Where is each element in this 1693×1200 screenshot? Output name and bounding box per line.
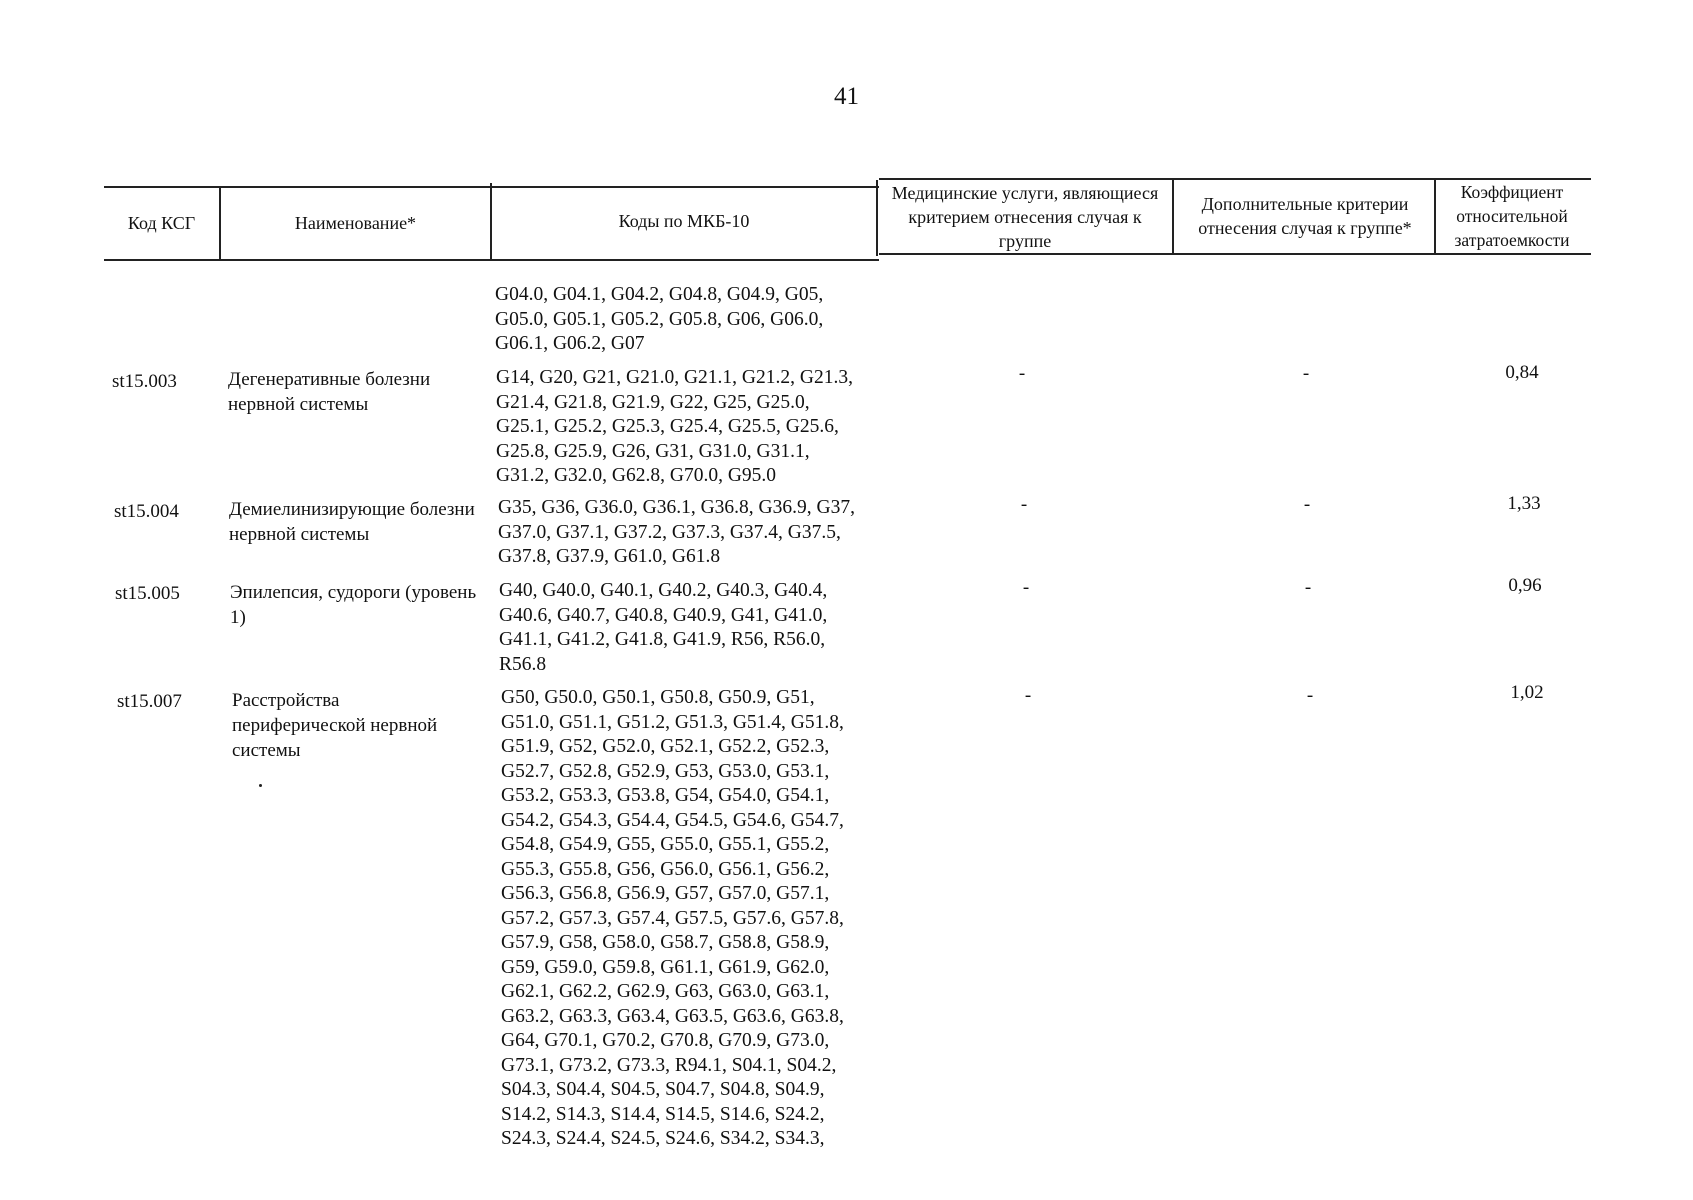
row-2-services: - (1020, 494, 1028, 515)
header-criteria: Дополнительные критерии отнесения случая к группе* (1198, 194, 1412, 238)
row-1-kod: st15.003 (112, 371, 177, 392)
code-line: G21.4, G21.8, G21.9, G22, G25, G25.0, (496, 391, 810, 413)
row-3-kod: st15.005 (115, 583, 180, 604)
header-divider-5 (1434, 178, 1436, 254)
code-line: G51.0, G51.1, G51.2, G51.3, G51.4, G51.8, (501, 711, 844, 733)
row-3-criteria: - (1304, 577, 1312, 598)
code-line: G54.2, G54.3, G54.4, G54.5, G54.6, G54.7, (501, 809, 844, 831)
code-line: G59, G59.0, G59.8, G61.1, G61.9, G62.0, (501, 956, 830, 978)
code-line: S24.3, S24.4, S24.5, S24.6, S34.2, S34.3, (501, 1128, 825, 1149)
code-line: G05.0, G05.1, G05.2, G05.8, G06, G06.0, (495, 308, 824, 330)
code-line: G50, G50.0, G50.1, G50.8, G50.9, G51, (501, 687, 815, 708)
code-line: G56.3, G56.8, G56.9, G57, G57.0, G57.1, (501, 883, 830, 904)
row-4-kod: st15.007 (117, 691, 182, 712)
header-coef: Коэффициент относительной затратоемкости (1454, 182, 1570, 250)
code-line: R56.8 (499, 653, 547, 675)
stray-mark (259, 784, 262, 787)
row-1-criteria: - (1302, 363, 1310, 384)
header-divider-3 (876, 180, 878, 256)
row-1-coef: 0,84 (1505, 362, 1539, 383)
code-line: G25.1, G25.2, G25.3, G25.4, G25.5, G25.6, (496, 416, 839, 437)
code-line: G57.9, G58, G58.0, G58.7, G58.8, G58.9, (501, 932, 830, 953)
code-line: S04.3, S04.4, S04.5, S04.7, S04.8, S04.9, (501, 1079, 825, 1100)
code-line: G37.0, G37.1, G37.2, G37.3, G37.4, G37.5, (498, 521, 841, 543)
row-4-name: Расстройства периферической нервной системы (232, 690, 438, 761)
row-4-services: - (1024, 685, 1032, 706)
code-line: G63.2, G63.3, G63.4, G63.5, G63.6, G63.8, (501, 1005, 844, 1027)
row-2-kod: st15.004 (114, 501, 179, 522)
header-divider-4 (1172, 178, 1174, 255)
code-line: G31.2, G32.0, G62.8, G70.0, G95.0 (496, 465, 777, 486)
code-line: G57.2, G57.3, G57.4, G57.5, G57.6, G57.8, (501, 907, 844, 929)
row-4-codes (501, 686, 901, 1152)
row-2-codes (498, 496, 898, 570)
code-line: G51.9, G52, G52.0, G52.1, G52.2, G52.3, (501, 736, 830, 757)
page-number: 41 (834, 83, 859, 110)
row-2-name: Демиелинизирующие болезни нервной системы (229, 499, 475, 545)
row-1-codes (496, 366, 896, 489)
code-line: G37.8, G37.9, G61.0, G61.8 (498, 546, 721, 567)
row-2-criteria: - (1303, 494, 1311, 515)
code-line: G64, G70.1, G70.2, G70.8, G70.9, G73.0, (501, 1030, 830, 1051)
row-3-codes (499, 579, 899, 677)
code-line: G52.7, G52.8, G52.9, G53, G53.0, G53.1, (501, 760, 830, 782)
row-4-criteria: - (1306, 685, 1314, 706)
code-line: G54.8, G54.9, G55, G55.0, G55.1, G55.2, (501, 834, 830, 855)
row-3-coef: 0,96 (1508, 575, 1542, 596)
code-line: G73.1, G73.2, G73.3, R94.1, S04.1, S04.2, (501, 1054, 837, 1076)
header-codes: Коды по МКБ-10 (618, 211, 750, 231)
code-line: G55.3, G55.8, G56, G56.0, G56.1, G56.2, (501, 858, 830, 880)
code-line: G25.8, G25.9, G26, G31, G31.0, G31.1, (496, 440, 810, 462)
code-line: G04.0, G04.1, G04.2, G04.8, G04.9, G05, (495, 284, 824, 305)
code-line: S14.2, S14.3, S14.4, S14.5, S14.6, S24.2, (501, 1103, 825, 1125)
row-1-name: Дегенеративные болезни нервной системы (228, 369, 431, 415)
code-line: G62.1, G62.2, G62.9, G63, G63.0, G63.1, (501, 981, 830, 1002)
row-0-codes (495, 283, 895, 357)
row-1-services: - (1018, 363, 1026, 384)
header-kod: Код КСГ (127, 213, 196, 233)
row-3-services: - (1022, 577, 1030, 598)
header-name: Наименование* (294, 213, 417, 233)
code-line: G35, G36, G36.0, G36.1, G36.8, G36.9, G37, (498, 497, 855, 518)
row-4-coef: 1,02 (1510, 682, 1544, 703)
code-line: G53.2, G53.3, G53.8, G54, G54.0, G54.1, (501, 785, 830, 806)
code-line: G14, G20, G21, G21.0, G21.1, G21.2, G21.3, (496, 367, 853, 388)
code-line: G40, G40.0, G40.1, G40.2, G40.3, G40.4, (499, 580, 828, 601)
code-line: G06.1, G06.2, G07 (495, 333, 645, 354)
row-3-name: Эпилепсия, судороги (уровень 1) (230, 582, 477, 628)
row-2-coef: 1,33 (1507, 493, 1541, 514)
code-line: G40.6, G40.7, G40.8, G40.9, G41, G41.0, (499, 604, 828, 626)
header-services: Медицинские услуги, являющиеся критерием отнесения случая к группе (891, 183, 1159, 251)
code-line: G41.1, G41.2, G41.8, G41.9, R56, R56.0, (499, 629, 826, 650)
